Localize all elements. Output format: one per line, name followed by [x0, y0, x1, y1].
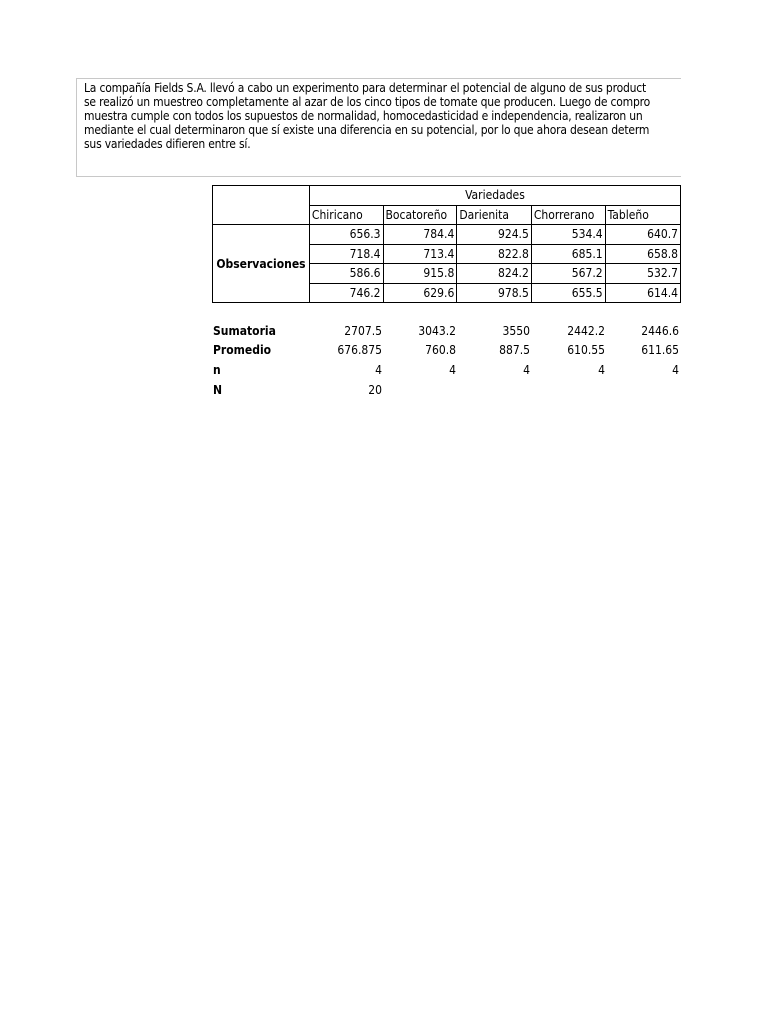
promedio-value: 611.65	[641, 343, 679, 357]
table-cell: 784.4	[383, 225, 457, 245]
table-cell: 685.1	[531, 244, 605, 264]
table-cell: 718.4	[309, 244, 383, 264]
problem-text-line: se realizó un muestreo completamente al azar de los cinco tipos de tomate que producen. Luego de compro	[84, 95, 651, 109]
table-cell: 655.5	[531, 283, 605, 303]
table-cell: 978.5	[457, 283, 532, 303]
table-cell: 658.8	[605, 244, 680, 264]
table-cell: 822.8	[457, 244, 532, 264]
problem-text-line: mediante el cual determinaron que sí existe una diferencia en su potencial, por lo que ahora desean determ	[84, 123, 650, 137]
promedio-value: 887.5	[499, 343, 530, 357]
total-n-value: 20	[368, 383, 382, 397]
promedio-value: 676.875	[337, 343, 382, 357]
column-header: Chiricano	[309, 205, 383, 225]
table-cell: 640.7	[605, 225, 680, 245]
table-cell: 532.7	[605, 264, 680, 284]
n-value: 4	[375, 363, 382, 377]
promedio-label: Promedio	[213, 343, 272, 357]
n-value: 4	[449, 363, 456, 377]
total-n-label: N	[213, 383, 223, 397]
table-cell: 746.2	[309, 283, 383, 303]
table-cell: 713.4	[383, 244, 457, 264]
table-corner-cell	[213, 186, 310, 225]
column-header: Tableño	[605, 205, 680, 225]
problem-text-line: muestra cumple con todos los supuestos de normalidad, homocedasticidad e independencia, realizaron un	[84, 109, 643, 123]
row-label-cell: Observaciones	[213, 225, 310, 303]
sumatoria-value: 2442.2	[567, 324, 605, 338]
problem-text-line: sus variedades difieren entre sí.	[84, 137, 251, 151]
sumatoria-value: 2707.5	[344, 324, 382, 338]
table-cell: 824.2	[457, 264, 532, 284]
promedio-value: 760.8	[425, 343, 456, 357]
column-header: Bocatoreño	[383, 205, 457, 225]
table-cell: 915.8	[383, 264, 457, 284]
table-cell: 629.6	[383, 283, 457, 303]
problem-text-line: La compañía Fields S.A. llevó a cabo un experimento para determinar el potencial de alguno de sus product	[84, 81, 647, 95]
n-value: 4	[523, 363, 530, 377]
problem-text-box	[76, 78, 681, 177]
promedio-value: 610.55	[567, 343, 605, 357]
table-cell: 656.3	[309, 225, 383, 245]
table-header-row	[213, 186, 681, 206]
n-label: n	[213, 363, 221, 377]
sumatoria-value: 2446.6	[641, 324, 679, 338]
group-header-cell: Variedades	[309, 186, 680, 206]
table-cell: 567.2	[531, 264, 605, 284]
table-cell: 614.4	[605, 283, 680, 303]
table-cell: 534.4	[531, 225, 605, 245]
column-header: Darienita	[457, 205, 532, 225]
observations-table	[212, 185, 681, 303]
column-header: Chorrerano	[531, 205, 605, 225]
n-value: 4	[672, 363, 679, 377]
n-value: 4	[598, 363, 605, 377]
sumatoria-label: Sumatoria	[213, 324, 276, 338]
sumatoria-value: 3043.2	[418, 324, 456, 338]
table-cell: 586.6	[309, 264, 383, 284]
table-cell: 924.5	[457, 225, 532, 245]
table-row	[213, 225, 681, 245]
sumatoria-value: 3550	[502, 324, 530, 338]
